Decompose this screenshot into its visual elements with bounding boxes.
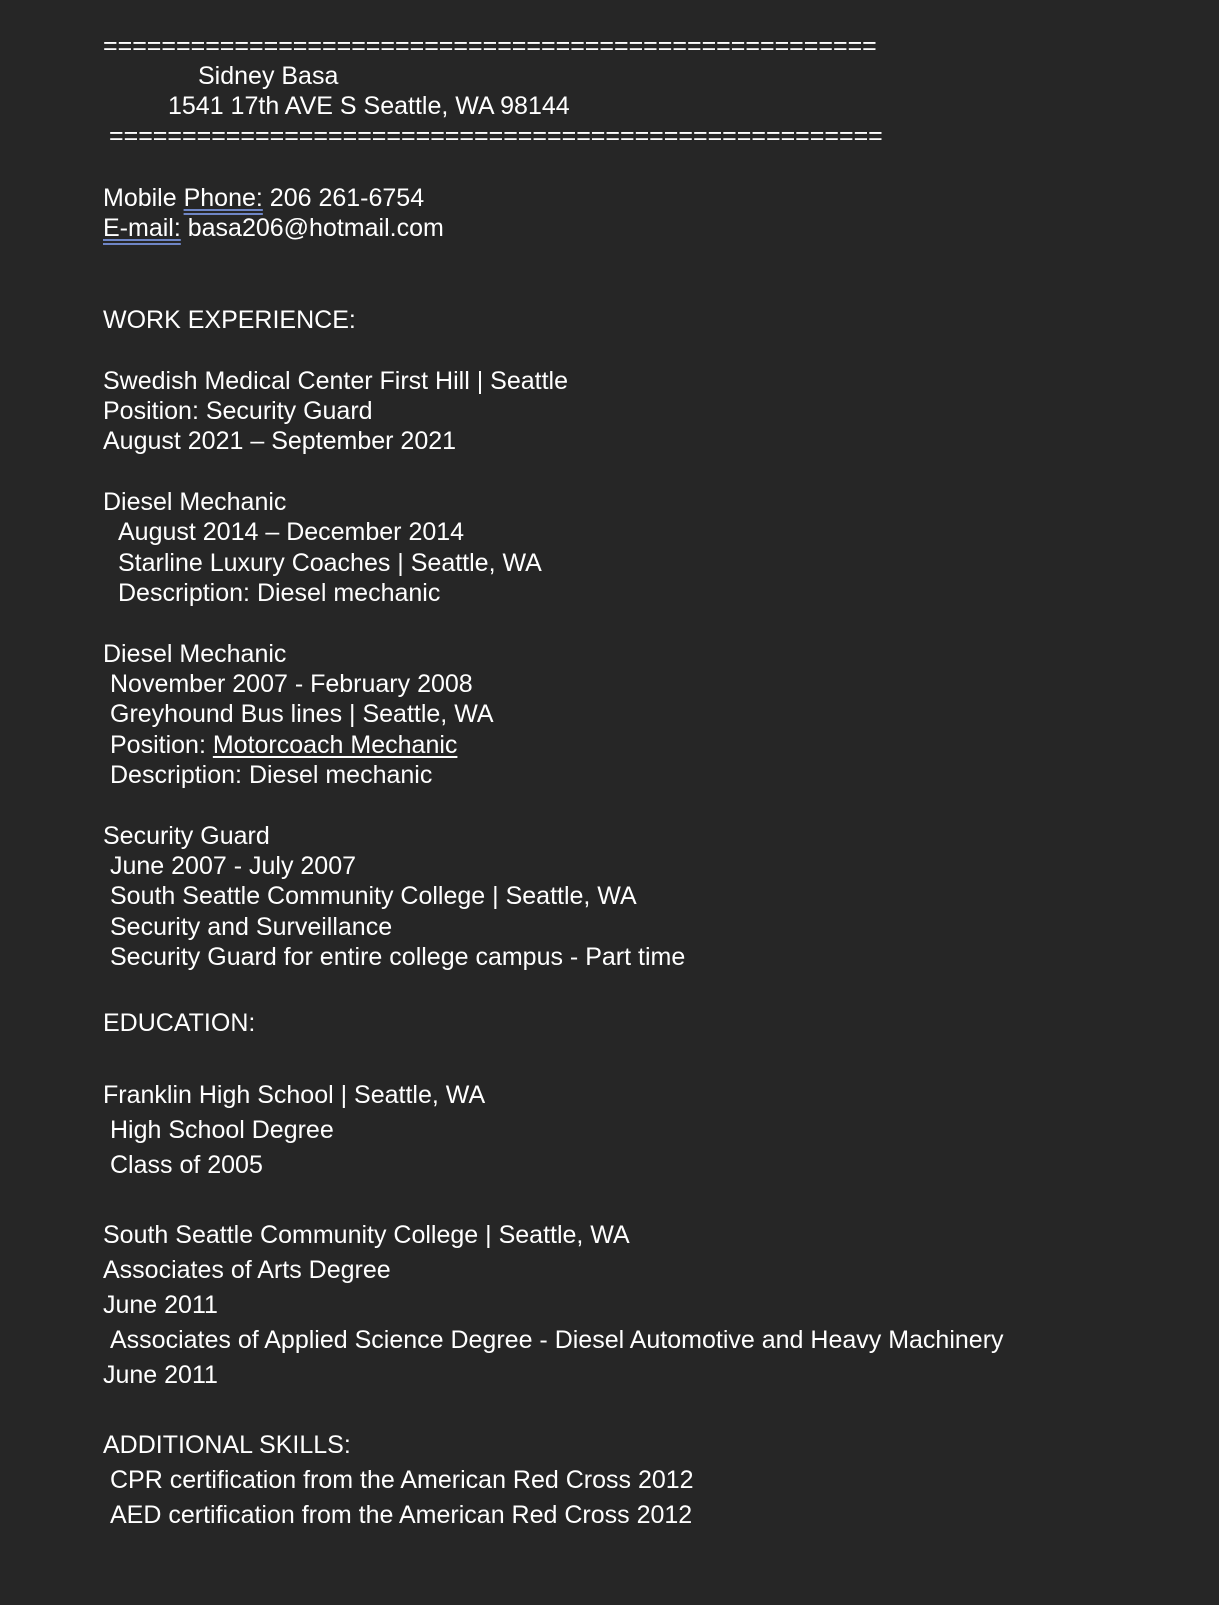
header-name: Sidney Basa [198, 62, 339, 90]
job-3-position [110, 730, 457, 760]
skill-item-cpr: CPR certification from the American Red Cross 2012 [110, 1466, 694, 1494]
school-1-degree: High School Degree [110, 1116, 334, 1144]
job-3-dates: November 2007 - February 2008 [110, 670, 473, 698]
skills-heading: ADDITIONAL SKILLS: [103, 1431, 351, 1459]
job-4-line5: Security Guard for entire college campus - Part time [110, 943, 686, 971]
education-heading: EDUCATION: [103, 1009, 256, 1037]
job-2-description: Description: Diesel mechanic [118, 579, 441, 607]
job-2-employer: Starline Luxury Coaches | Seattle, WA [118, 549, 542, 577]
job-1-line1: Swedish Medical Center First Hill | Seattle [103, 367, 568, 395]
job-1-line2: Position: Security Guard [103, 397, 373, 425]
job-4-employer: South Seattle Community College | Seattle, WA [110, 882, 637, 910]
school-1-year: Class of 2005 [110, 1151, 263, 1179]
phone-label: Phone: [183, 184, 263, 212]
school-1-name: Franklin High School | Seattle, WA [103, 1081, 486, 1109]
job-3-title: Diesel Mechanic [103, 640, 287, 668]
contact-phone [103, 183, 424, 213]
work-heading: WORK EXPERIENCE: [103, 306, 356, 334]
job-1-line3: August 2021 – September 2021 [103, 427, 457, 455]
school-2-name: South Seattle Community College | Seattle, WA [103, 1221, 630, 1249]
contact-email [103, 213, 444, 243]
job-4-dates: June 2007 - July 2007 [110, 852, 357, 880]
job-3-position-value: Motorcoach Mechanic [212, 731, 458, 759]
email-value: basa206@hotmail.com [180, 214, 444, 242]
job-4-title: Security Guard [103, 822, 270, 850]
school-2-date1: June 2011 [103, 1291, 218, 1319]
school-2-degree2: Associates of Applied Science Degree - Diesel Automotive and Heavy Machinery [110, 1326, 1004, 1354]
job-3-position-label: Position: [110, 731, 213, 759]
job-2-dates: August 2014 – December 2014 [118, 518, 465, 546]
job-4-line4: Security and Surveillance [110, 913, 393, 941]
header-rule-top: ===================================================== [103, 32, 877, 60]
skill-item-aed: AED certification from the American Red Cross 2012 [110, 1501, 693, 1529]
school-2-date2: June 2011 [103, 1361, 218, 1389]
school-2-degree1: Associates of Arts Degree [103, 1256, 391, 1284]
email-label: E-mail: [103, 214, 181, 242]
header-address: 1541 17th AVE S Seattle, WA 98144 [168, 92, 570, 120]
phone-prefix: Mobile [103, 184, 184, 212]
phone-value: 206 261-6754 [262, 184, 425, 212]
header-rule-bottom: ===================================================== [109, 122, 883, 150]
job-3-description: Description: Diesel mechanic [110, 761, 433, 789]
job-3-employer: Greyhound Bus lines | Seattle, WA [110, 700, 494, 728]
job-2-title: Diesel Mechanic [103, 488, 287, 516]
